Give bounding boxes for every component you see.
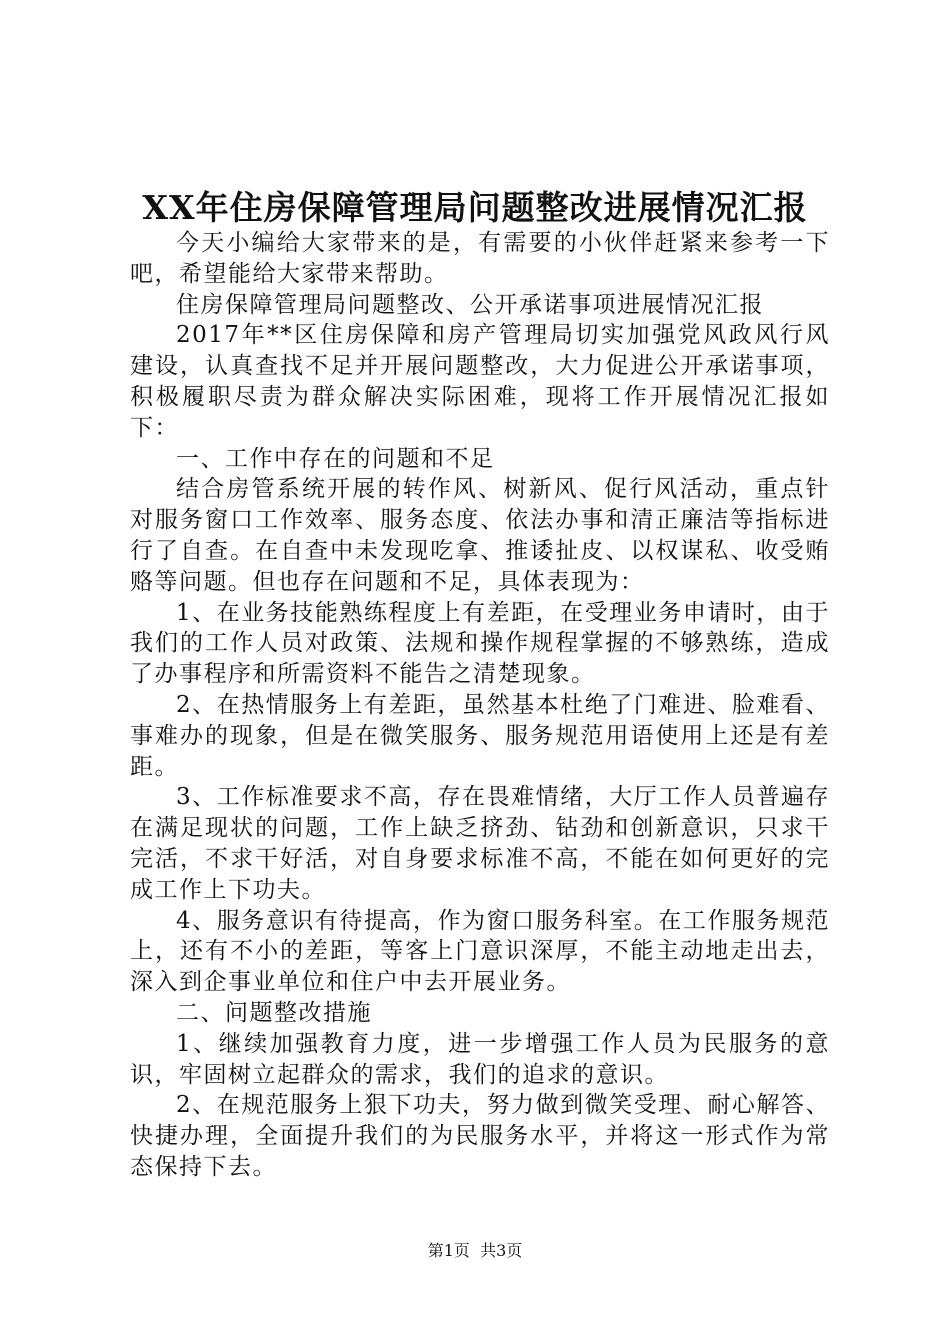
body-paragraph: 结合房管系统开展的转作风、树新风、促行风活动，重点针对服务窗口工作效率、服务态度、依法办事和清正廉洁等指标进行了自查。在自查中未发现吃拿、推诿扯皮、以权谋私、收受贿赂等问题。但也存在问题和不足，具体表现为：: [130, 476, 830, 595]
report-subtitle: 住房保障管理局问题整改、公开承诺事项进展情况汇报: [176, 291, 764, 318]
section-heading: 二、问题整改措施: [176, 999, 372, 1026]
document-title: XX年住房保障管理局问题整改进展情况汇报: [142, 188, 808, 227]
page-footer: [0, 1240, 950, 1262]
page-number: 第1页: [427, 1241, 470, 1260]
document-body: [130, 228, 830, 1183]
intro-paragraph: 今天小编给大家带来的是，有需要的小伙伴赶紧来参考一下吧，希望能给大家带来帮助。: [130, 230, 830, 287]
list-item: 1、在业务技能熟练程度上有差距，在受理业务申请时，由于我们的工作人员对政策、法规和操作规程掌握的不够熟练，造成了办事程序和所需资料不能告之清楚现象。: [130, 599, 830, 688]
list-item: 3、工作标准要求不高，存在畏难情绪，大厅工作人员普遍存在满足现状的问题，工作上缺乏挤劲、钻劲和创新意识，只求干完活，不求干好活，对自身要求标准不高，不能在如何更好的完成工作上下功夫。: [130, 784, 830, 903]
list-item: 2、在规范服务上狠下功夫，努力做到微笑受理、耐心解答、快捷办理，全面提升我们的为民服务水平，并将这一形式作为常态保持下去。: [130, 1092, 830, 1180]
list-item: 4、服务意识有待提高，作为窗口服务科室。在工作服务规范上，还有不小的差距，等客上门意识深厚，不能主动地走出去，深入到企事业单位和住户中去开展业务。: [130, 907, 830, 996]
page-total: 共3页: [480, 1241, 523, 1260]
section-heading: 一、工作中存在的问题和不足: [176, 445, 495, 472]
list-item: 1、继续加强教育力度，进一步增强工作人员为民服务的意识，牢固树立起群众的需求，我们的追求的意识。: [130, 1030, 830, 1088]
body-paragraph: 2017年**区住房保障和房产管理局切实加强党风政风行风建设，认真查找不足并开展问题整改，大力促进公开承诺事项，积极履职尽责为群众解决实际困难，现将工作开展情况汇报如下：: [130, 322, 830, 441]
list-item: 2、在热情服务上有差距，虽然基本杜绝了门难进、脸难看、事难办的现象，但是在微笑服务、服务规范用语使用上还是有差距。: [130, 691, 830, 780]
